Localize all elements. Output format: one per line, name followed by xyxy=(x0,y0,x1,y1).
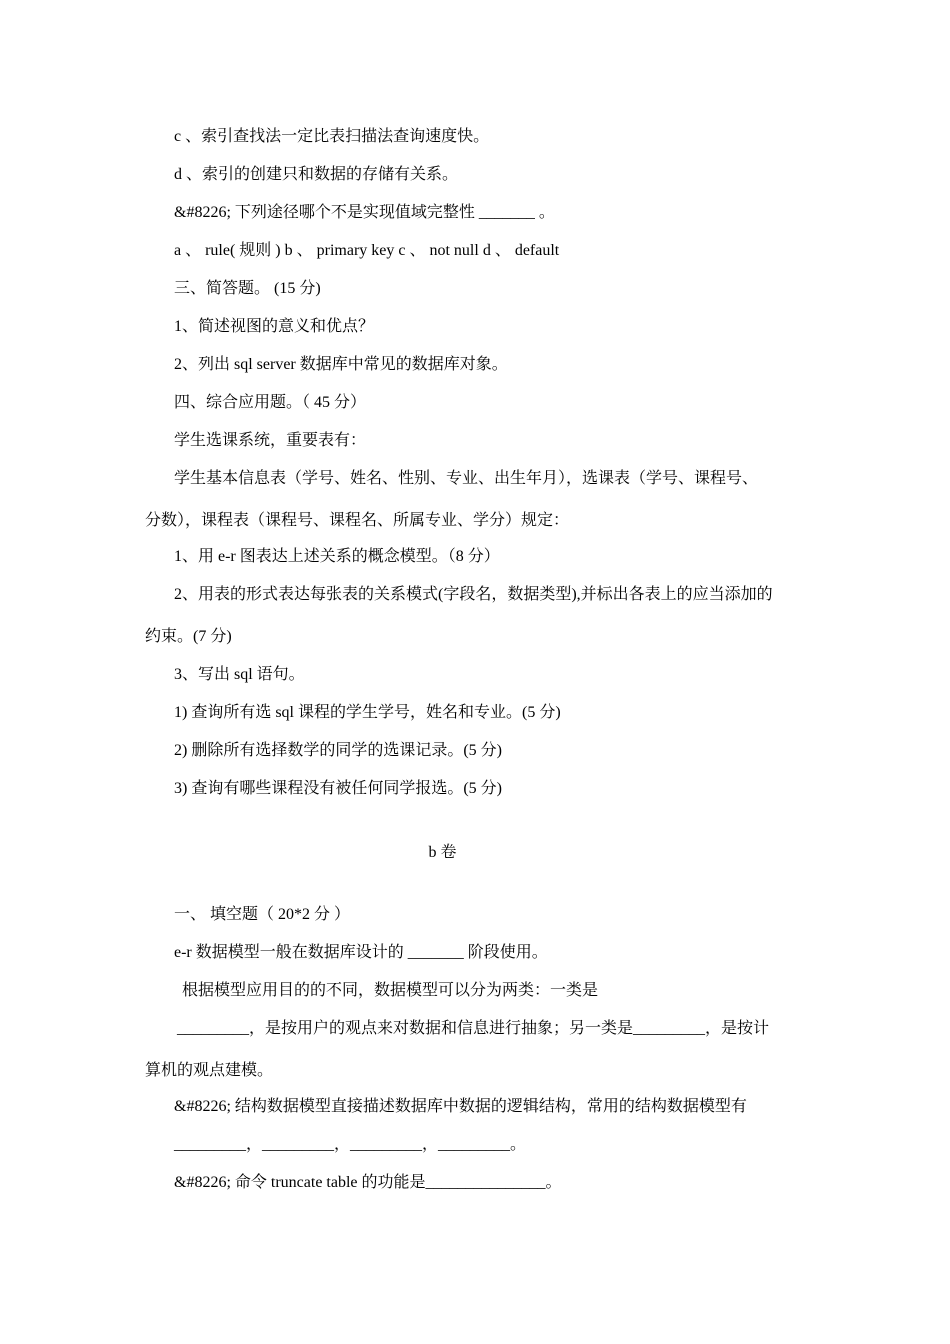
section-heading: 三、简答题。 (15 分) xyxy=(174,280,321,297)
text-line: 2、用表的形式表达每张表的关系模式(字段名，数据类型),并标出各表上的应当添加的 xyxy=(174,586,773,603)
text-line: &#8226; 下列途径哪个不是实现值域完整性 _______ 。 xyxy=(174,204,555,221)
text-line: _________，是按用户的观点来对数据和信息进行抽象；另一类是_________，是按计 xyxy=(177,1020,770,1037)
text-line: 3) 查询有哪些课程没有被任何同学报选。(5 分) xyxy=(174,780,502,797)
text-line: 学生基本信息表（学号、姓名、性别、专业、出生年月），选课表（学号、课程号、 xyxy=(174,470,759,487)
text-line: e-r 数据模型一般在数据库设计的 _______ 阶段使用。 xyxy=(174,944,548,961)
text-line: d 、索引的创建只和数据的存储有关系。 xyxy=(174,166,459,183)
text-line: 学生选课系统，重要表有： xyxy=(174,432,367,449)
text-line: 1) 查询所有选 sql 课程的学生学号，姓名和专业。(5 分) xyxy=(174,704,561,721)
text-line: &#8226; 结构数据模型直接描述数据库中数据的逻辑结构，常用的结构数据模型有 xyxy=(174,1098,747,1115)
section-title: b 卷 xyxy=(428,844,457,861)
text-line: 约束。(7 分) xyxy=(145,628,232,645)
text-line: 分数），课程表（课程号、课程名、所属专业、学分）规定： xyxy=(145,512,570,529)
text-line: 1、用 e-r 图表达上述关系的概念模型。（8 分） xyxy=(174,548,500,565)
text-line: 3、写出 sql 语句。 xyxy=(174,666,305,683)
text-line: 根据模型应用目的的不同，数据模型可以分为两类：一类是 xyxy=(182,982,599,999)
text-line: _________，_________，_________，_________。 xyxy=(174,1136,527,1153)
text-line: 2) 删除所有选择数学的同学的选课记录。(5 分) xyxy=(174,742,502,759)
text-line: 1、简述视图的意义和优点？ xyxy=(174,318,375,335)
text-line: c 、索引查找法一定比表扫描法查询速度快。 xyxy=(174,128,490,145)
text-line: 2、列出 sql server 数据库中常见的数据库对象。 xyxy=(174,356,508,373)
text-line: a 、 rule( 规则 ) b 、 primary key c 、 not null d 、 default xyxy=(174,242,560,259)
section-heading: 一、 填空题（ 20*2 分 ） xyxy=(174,906,351,923)
text-line: &#8226; 命令 truncate table 的功能是_______________。 xyxy=(174,1174,562,1191)
section-heading: 四、综合应用题。（ 45 分） xyxy=(174,394,367,411)
text-line: 算机的观点建模。 xyxy=(145,1062,274,1079)
